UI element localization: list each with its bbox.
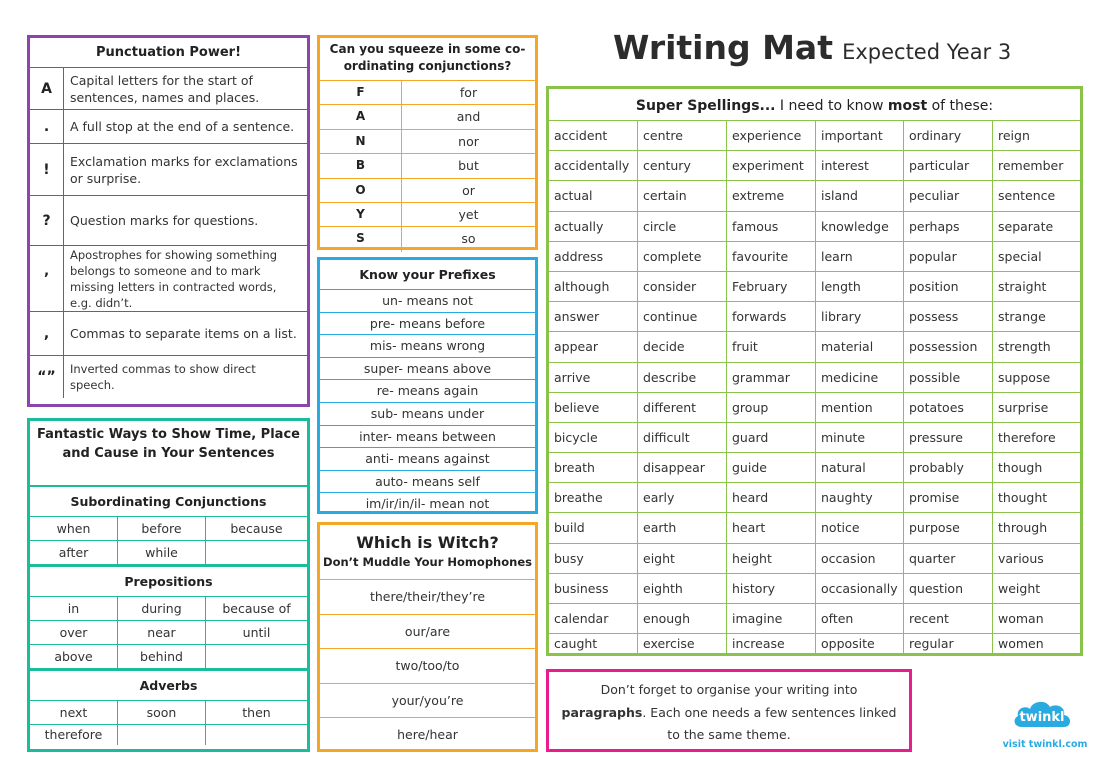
- prefix-item: inter- means between: [320, 426, 535, 449]
- punctuation-row: [30, 68, 307, 110]
- adverbs-grid: [30, 701, 307, 745]
- spelling-word: regular: [904, 634, 993, 655]
- spelling-word: guide: [727, 453, 816, 483]
- spelling-word: earth: [638, 513, 727, 543]
- spelling-word: woman: [993, 604, 1080, 634]
- spellings-panel: [546, 86, 1083, 656]
- grid-cell: in: [30, 597, 118, 621]
- spelling-word: answer: [549, 302, 638, 332]
- spelling-word: exercise: [638, 634, 727, 655]
- grid-cell: until: [206, 621, 307, 645]
- grid-cell: soon: [118, 701, 206, 725]
- conjunction-word: for: [459, 85, 478, 100]
- spelling-word: minute: [816, 423, 904, 453]
- spelling-word: suppose: [993, 363, 1080, 393]
- spelling-word: although: [549, 272, 638, 302]
- spelling-word: thought: [993, 483, 1080, 513]
- prefix-item: super- means above: [320, 358, 535, 381]
- spelling-word: notice: [816, 513, 904, 543]
- punctuation-description: Question marks for questions.: [70, 213, 259, 228]
- spelling-word: breath: [549, 453, 638, 483]
- punctuation-title: Punctuation Power!: [30, 38, 307, 68]
- prefixes-title: Know your Prefixes: [320, 260, 535, 290]
- subordinating-heading: Subordinating Conjunctions: [30, 487, 307, 517]
- spelling-word: early: [638, 483, 727, 513]
- spelling-word: separate: [993, 212, 1080, 242]
- spellings-title-bold: Super Spellings...: [635, 98, 776, 114]
- spelling-word: special: [993, 242, 1080, 272]
- paragraph-note-bold: paragraphs: [561, 704, 643, 720]
- conjunction-row: [320, 154, 535, 178]
- paragraph-note-text: . Each one needs a few sentences linked: [642, 704, 897, 720]
- spelling-word: knowledge: [816, 212, 904, 242]
- grid-cell: [206, 541, 307, 565]
- spelling-word: business: [549, 574, 638, 604]
- conjunction-word: so: [461, 231, 476, 247]
- conjunction-letter: Y: [320, 203, 402, 226]
- punctuation-symbol: “”: [30, 356, 64, 398]
- spellings-title-mid: I need to know: [775, 98, 888, 114]
- spelling-word: island: [816, 181, 904, 211]
- prepositions-grid: [30, 597, 307, 671]
- spelling-word: centre: [638, 121, 727, 151]
- punctuation-description: Commas to separate items on a list.: [70, 326, 297, 341]
- homophones-subtitle: Don’t Muddle Your Homophones: [323, 555, 532, 569]
- spelling-word: possession: [904, 332, 993, 362]
- conjunction-letter: N: [320, 130, 402, 153]
- punctuation-row: [30, 246, 307, 312]
- spelling-word: potatoes: [904, 393, 993, 423]
- spelling-word: calendar: [549, 604, 638, 634]
- spelling-word: recent: [904, 604, 993, 634]
- conjunction-word: and: [456, 109, 481, 125]
- prefix-item: un- means not: [320, 290, 535, 313]
- spelling-word: guard: [727, 423, 816, 453]
- spelling-word: occasion: [816, 544, 904, 574]
- punctuation-symbol: ?: [30, 196, 64, 245]
- spelling-word: possible: [904, 363, 993, 393]
- spelling-word: decide: [638, 332, 727, 362]
- spelling-word: believe: [549, 393, 638, 423]
- spelling-word: remember: [993, 151, 1080, 181]
- twinkl-url[interactable]: visit twinkl.com: [1002, 739, 1088, 750]
- spelling-word: sentence: [993, 181, 1080, 211]
- spelling-word: bicycle: [549, 423, 638, 453]
- punctuation-symbol: A: [30, 68, 64, 109]
- punctuation-description: Inverted commas to show direct speech.: [70, 362, 256, 392]
- conjunction-row: [320, 81, 535, 105]
- spelling-word: probably: [904, 453, 993, 483]
- spelling-word: height: [727, 544, 816, 574]
- grid-cell: [206, 645, 307, 669]
- spelling-word: caught: [549, 634, 638, 655]
- spellings-title: [549, 89, 1080, 121]
- homophone-item: here/hear: [397, 727, 458, 743]
- conjunction-letter: A: [320, 105, 402, 128]
- spelling-word: experience: [727, 121, 816, 151]
- spelling-word: reign: [993, 121, 1080, 151]
- spelling-word: promise: [904, 483, 993, 513]
- page-title: [613, 28, 1093, 78]
- spelling-word: heart: [727, 513, 816, 543]
- spelling-word: strange: [993, 302, 1080, 332]
- spelling-word: particular: [904, 151, 993, 181]
- punctuation-symbol: ’: [30, 246, 64, 311]
- spelling-word: group: [727, 393, 816, 423]
- spelling-word: address: [549, 242, 638, 272]
- paragraph-note-line: Don’t forget to organise your writing into: [600, 682, 858, 697]
- spelling-word: imagine: [727, 604, 816, 634]
- spelling-word: accidentally: [549, 151, 638, 181]
- spelling-word: grammar: [727, 363, 816, 393]
- logo-text: twinkl: [1019, 710, 1065, 725]
- grid-cell: therefore: [30, 725, 118, 745]
- punctuation-row: [30, 144, 307, 196]
- spelling-word: material: [816, 332, 904, 362]
- spelling-word: popular: [904, 242, 993, 272]
- punctuation-row: [30, 356, 307, 398]
- spelling-word: important: [816, 121, 904, 151]
- spelling-word: purpose: [904, 513, 993, 543]
- conjunction-row: [320, 227, 535, 251]
- spellings-grid: [549, 121, 1080, 655]
- spelling-word: famous: [727, 212, 816, 242]
- spelling-word: weight: [993, 574, 1080, 604]
- prefix-item: pre- means before: [320, 313, 535, 336]
- conjunction-word: yet: [458, 206, 479, 222]
- spelling-word: experiment: [727, 151, 816, 181]
- conjunction-letter: S: [320, 227, 402, 251]
- spelling-word: pressure: [904, 423, 993, 453]
- spelling-word: though: [993, 453, 1080, 483]
- homophone-item: your/you’re: [320, 684, 535, 719]
- spelling-word: straight: [993, 272, 1080, 302]
- spelling-word: heard: [727, 483, 816, 513]
- conjunction-row: [320, 130, 535, 154]
- conjunction-letter: B: [320, 154, 402, 177]
- spelling-word: ordinary: [904, 121, 993, 151]
- conjunction-word: but: [458, 158, 479, 174]
- prefix-item: anti- means against: [320, 448, 535, 471]
- sentence-ways-panel: [27, 418, 310, 752]
- grid-cell: near: [118, 621, 206, 645]
- grid-cell: while: [118, 541, 206, 565]
- prepositions-heading: Prepositions: [30, 567, 307, 597]
- spelling-word: opposite: [816, 634, 904, 655]
- spelling-word: disappear: [638, 453, 727, 483]
- spelling-word: actually: [549, 212, 638, 242]
- spelling-word: through: [993, 513, 1080, 543]
- punctuation-row: [30, 312, 307, 356]
- spelling-word: mention: [816, 393, 904, 423]
- cloud-logo-icon: [1010, 695, 1074, 731]
- punctuation-symbol: ,: [30, 312, 64, 355]
- grid-cell: because: [206, 517, 307, 541]
- punctuation-symbol: !: [30, 144, 64, 195]
- spelling-word: possess: [904, 302, 993, 332]
- conjunction-row: [320, 105, 535, 129]
- punctuation-description: Capital letters for the start of sentences, names and places.: [70, 72, 260, 105]
- spelling-word: accident: [549, 121, 638, 151]
- spelling-word: learn: [816, 242, 904, 272]
- spelling-word: strength: [993, 332, 1080, 362]
- twinkl-logo[interactable]: [1010, 695, 1074, 731]
- spelling-word: perhaps: [904, 212, 993, 242]
- conjunction-word: or: [462, 182, 475, 198]
- spelling-word: often: [816, 604, 904, 634]
- spelling-word: circle: [638, 212, 727, 242]
- spelling-word: natural: [816, 453, 904, 483]
- spelling-word: complete: [638, 242, 727, 272]
- subordinating-grid: [30, 517, 307, 567]
- grid-cell: [206, 725, 307, 745]
- spelling-word: length: [816, 272, 904, 302]
- title-sub: Expected Year 3: [842, 40, 1012, 64]
- spelling-word: library: [816, 302, 904, 332]
- spelling-word: various: [993, 544, 1080, 574]
- spelling-word: position: [904, 272, 993, 302]
- homophones-title: Which is Witch?: [356, 533, 499, 552]
- spelling-word: describe: [638, 363, 727, 393]
- spelling-word: women: [998, 636, 1044, 652]
- punctuation-description: Exclamation marks for exclamations or surprise.: [70, 153, 298, 186]
- spellings-title-most: most: [887, 98, 928, 114]
- spelling-word: forwards: [727, 302, 816, 332]
- prefixes-panel: [317, 257, 538, 514]
- spelling-word: extreme: [727, 181, 816, 211]
- homophones-header: [320, 525, 535, 580]
- prefix-item: auto- means self: [320, 471, 535, 494]
- conjunctions-panel: [317, 35, 538, 250]
- conjunction-row: [320, 203, 535, 227]
- homophone-item: two/too/to: [320, 649, 535, 684]
- paragraph-note: [546, 669, 912, 752]
- spellings-title-end: of these:: [927, 98, 994, 114]
- spelling-word: favourite: [727, 242, 816, 272]
- conjunctions-title: Can you squeeze in some co-ordinating conjunctions?: [320, 38, 535, 81]
- spelling-word: increase: [727, 634, 816, 655]
- spelling-word: arrive: [549, 363, 638, 393]
- title-main: Writing Mat: [613, 28, 833, 67]
- spelling-word: different: [638, 393, 727, 423]
- grid-cell: behind: [118, 645, 206, 669]
- punctuation-description: Apostrophes for showing something belongs to someone and to mark missing letters in contracted words, e.g. didn’t.: [70, 247, 278, 310]
- punctuation-row: [30, 196, 307, 246]
- grid-cell: before: [118, 517, 206, 541]
- spelling-word: build: [549, 513, 638, 543]
- spelling-word: February: [727, 272, 816, 302]
- spelling-word: appear: [549, 332, 638, 362]
- adverbs-heading: Adverbs: [30, 671, 307, 701]
- spelling-word: century: [638, 151, 727, 181]
- sentence-ways-title: Fantastic Ways to Show Time, Place and Cause in Your Sentences: [30, 421, 307, 487]
- grid-cell: above: [30, 645, 118, 669]
- spelling-word: peculiar: [904, 181, 993, 211]
- spelling-word: eighth: [638, 574, 727, 604]
- spelling-word: therefore: [993, 423, 1080, 453]
- conjunction-word: nor: [458, 133, 479, 149]
- paragraph-note-line: [549, 702, 909, 725]
- grid-cell: next: [30, 701, 118, 725]
- spelling-word: quarter: [904, 544, 993, 574]
- spelling-word: consider: [638, 272, 727, 302]
- spelling-word: enough: [638, 604, 727, 634]
- spelling-word: naughty: [816, 483, 904, 513]
- spelling-word: busy: [549, 544, 638, 574]
- spelling-word: question: [904, 574, 993, 604]
- grid-cell: when: [30, 517, 118, 541]
- grid-cell: during: [118, 597, 206, 621]
- conjunction-letter: O: [320, 179, 402, 202]
- spelling-word: medicine: [816, 363, 904, 393]
- homophone-item: our/are: [320, 615, 535, 650]
- grid-cell: because of: [206, 597, 307, 621]
- conjunction-letter: F: [320, 81, 402, 104]
- prefix-item: re- means again: [320, 380, 535, 403]
- punctuation-symbol: .: [30, 110, 64, 143]
- spelling-word: breathe: [549, 483, 638, 513]
- spelling-word: actual: [549, 181, 638, 211]
- homophone-item: there/their/they’re: [320, 580, 535, 615]
- spelling-word: fruit: [727, 332, 816, 362]
- spelling-word: difficult: [638, 423, 727, 453]
- spelling-word: interest: [816, 151, 904, 181]
- spelling-word: occasionally: [816, 574, 904, 604]
- prefix-item: mis- means wrong: [320, 335, 535, 358]
- prefix-item: im/ir/in/il- mean not: [365, 496, 490, 512]
- spelling-word: continue: [638, 302, 727, 332]
- spelling-word: history: [727, 574, 816, 604]
- grid-cell: after: [30, 541, 118, 565]
- punctuation-row: [30, 110, 307, 144]
- grid-cell: over: [30, 621, 118, 645]
- punctuation-description: A full stop at the end of a sentence.: [70, 119, 295, 134]
- conjunction-row: [320, 179, 535, 203]
- homophones-panel: [317, 522, 538, 752]
- punctuation-panel: [27, 35, 310, 407]
- grid-cell: [118, 725, 206, 745]
- paragraph-note-line: to the same theme.: [667, 727, 791, 742]
- spelling-word: surprise: [993, 393, 1080, 423]
- spelling-word: certain: [638, 181, 727, 211]
- prefix-item: sub- means under: [320, 403, 535, 426]
- spelling-word: eight: [638, 544, 727, 574]
- grid-cell: then: [206, 701, 307, 725]
